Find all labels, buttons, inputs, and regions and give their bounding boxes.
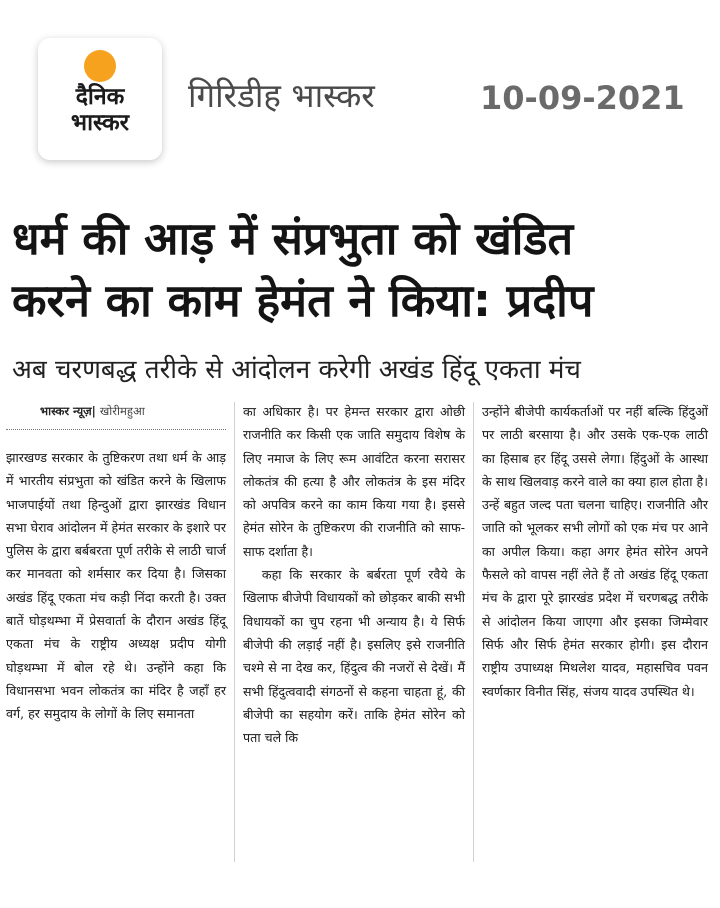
article-paragraph: झारखण्ड सरकार के तुष्टिकरण तथा धर्म के आड़ में भारतीय संप्रभुता को खंडित करने के खिलाफ भाजपाईयों तथा हिन्दुओं द्वारा झारखंड विधान सभा घेराव आंदोलन में हेमंत सरकार के इशारे पर पुलिस के द्वारा बर्बबरता पूर्ण तरीके से लाठी चार्ज कर मानवता को शर्मसार कर दिया है। जिसका अखंड हिंदू एकता मंच कड़ी निंदा करती है। उक्त बातें घोड़थम्भा में प्रेसवार्ता के दौरान अखंड हिंदू एकता मंच के राष्ट्रीय अध्यक्ष प्रदीप योगी घोड़थम्भा में बोल रहे थे। उन्होंने कहा कि विधानसभा भवन लोकतंत्र का मंदिर है जहाँ हर वर्ग, हर समुदाय के लोगों के लिए समानता bbox=[6, 450, 226, 722]
article-column-1 bbox=[6, 400, 226, 726]
subheadline: अब चरणबद्ध तरीके से आंदोलन करेगी अखंड हिंदू एकता मंच bbox=[12, 355, 581, 385]
article-column-3 bbox=[482, 400, 708, 703]
byline-separator bbox=[6, 429, 226, 430]
headline-line-1: धर्म की आड़ में संप्रभुता को खंडित bbox=[12, 212, 574, 265]
article-paragraph: का अधिकार है। पर हेमन्त सरकार द्वारा ओछी राजनीति कर किसी एक जाति समुदाय विशेष के लिए नमाज के लिए रूम आवंटित करना सरासर लोकतंत्र की हत्या है और लोकतंत्र के इस मंदिर को अपवित्र करने का काम किया गया है। इससे हेमंत सोरेन के तुष्टिकरण की राजनीति को साफ-साफ दर्शाता है। bbox=[243, 404, 465, 559]
newspaper-edition-name: गिरिडीह भास्कर bbox=[188, 76, 375, 115]
publication-date: 10-09-2021 bbox=[480, 79, 685, 117]
headline-line-2: करने का काम हेमंत ने किया: प्रदीप bbox=[12, 274, 594, 327]
byline: भास्कर न्यूज़| खोरीमहुआ bbox=[40, 404, 145, 418]
article-paragraph: कहा कि सरकार के बर्बरता पूर्ण रवैये के खिलाफ बीजेपी विधायकों को छोड़कर बाकी सभी विधायकों का चुप रहना भी अन्याय है। ये सिर्फ बीजेपी की लड़ाई नहीं है। इसलिए इसे राजनीति चश्मे से ना देख कर, हिंदुत्व की नजरों से देखें। मैं सभी हिंदुत्ववादी संगठनों से कहना चाहता हूं, की बीजेपी का सहयोग करें। ताकि हेमंत सोरेन को पता चले कि bbox=[243, 567, 465, 746]
sun-logo-icon bbox=[84, 50, 116, 82]
dainik-bhaskar-logo bbox=[38, 38, 162, 160]
logo-word-bhaskar: भास्कर bbox=[70, 110, 130, 136]
article-paragraph: उन्होंने बीजेपी कार्यकर्ताओं पर नहीं बल्कि हिंदुओं पर लाठी बरसाया है। और उसके एक-एक लाठी का हिसाब हर हिंदू उससे लेगा। हिंदुओं के आस्था के साथ खिलवाड़ करने वाले का क्या हाल होता है। उन्हें बहुत जल्द पता चलना चाहिए। राजनीति और जाति को भूलकर सभी लोगों को एक मंच पर आने का अपील किया। कहा अगर हेमंत सोरेन अपने फैसले को वापस नहीं लेते हैं तो अखंड हिंदू एकता मंच के द्वारा पूरे झारखंड प्रदेश में चरणबद्ध तरीके से आंदोलन किया जाएगा और इसका जिम्मेवार सिर्फ और सिर्फ हेमंत सरकार होगी। इस दौरान राष्ट्रीय उपाध्यक्ष मिथलेश यादव, महासचिव पवन स्वर्णकार विनीत सिंह, संजय यादव उपस्थित थे। bbox=[482, 404, 708, 699]
byline-place: खोरीमहुआ bbox=[99, 404, 145, 418]
logo-word-dainik: दैनिक bbox=[75, 84, 125, 110]
article-column-2 bbox=[243, 400, 465, 749]
byline-agency: भास्कर न्यूज़ bbox=[40, 404, 92, 418]
column-divider bbox=[473, 402, 474, 862]
headline bbox=[0, 208, 720, 332]
column-divider bbox=[234, 402, 235, 862]
